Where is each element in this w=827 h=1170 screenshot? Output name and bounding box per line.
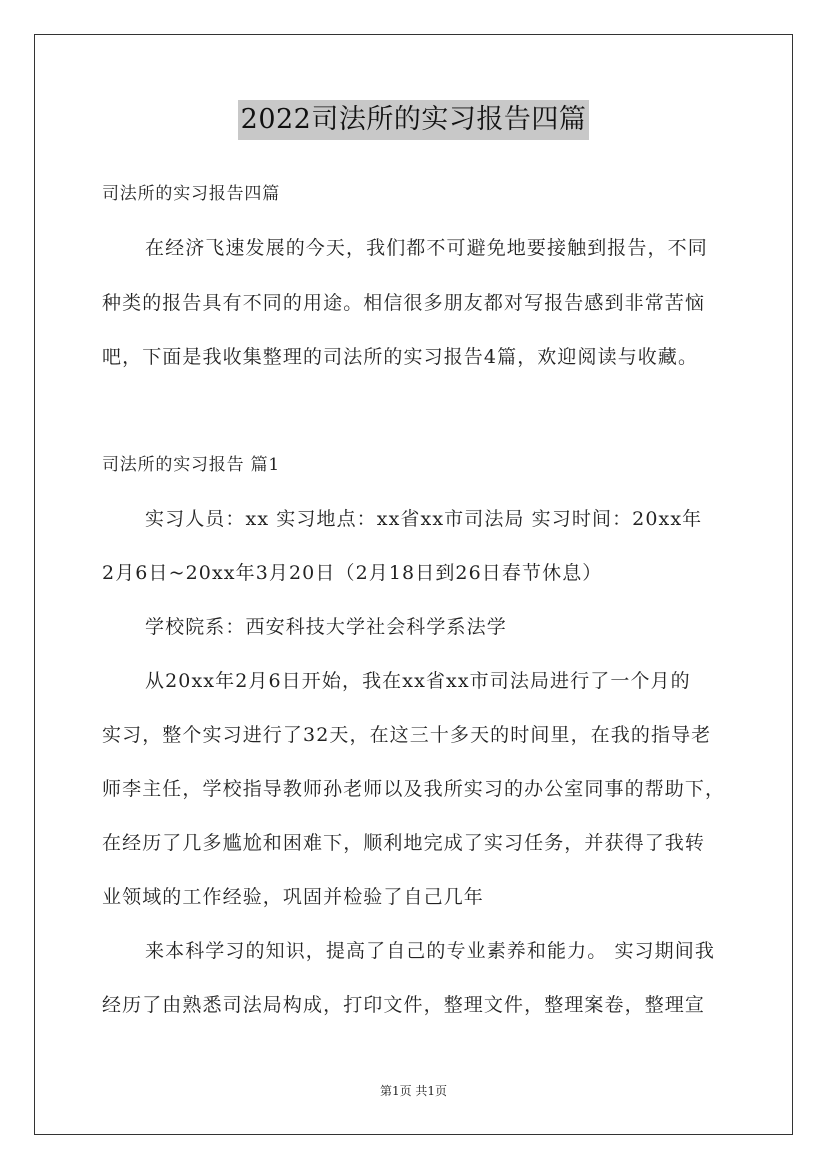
body-line-3: 学校院系：西安科技大学社会科学系法学 [145, 616, 507, 638]
page-footer: 第1页 共1页 [379, 1084, 448, 1098]
body-line-6: 师李主任，学校指导教师孙老师以及我所实习的办公室同事的帮助下， [102, 778, 726, 800]
body-line-2: 2月6日~20xx年3月20日（2月18日到26日春节休息） [102, 562, 603, 584]
body-line-9: 来本科学习的知识，提高了自己的专业素养和能力。 实习期间我 [145, 940, 715, 962]
body-line-7: 在经历了几多尴尬和困难下，顺利地完成了实习任务，并获得了我转 [102, 832, 706, 854]
body-line-10: 经历了由熟悉司法局构成，打印文件，整理文件，整理案卷，整理宣 [102, 994, 706, 1016]
intro-line-3: 吧，下面是我收集整理的司法所的实习报告4篇，欢迎阅读与收藏。 [102, 346, 699, 368]
title-container [0, 100, 827, 140]
document-subtitle: 司法所的实习报告四篇 [102, 184, 280, 204]
section-heading: 司法所的实习报告 篇1 [102, 455, 281, 475]
body-line-4: 从20xx年2月6日开始，我在xx省xx市司法局进行了一个月的 [145, 670, 691, 692]
body-line-1: 实习人员：xx 实习地点：xx省xx市司法局 实习时间：20xx年 [145, 508, 703, 530]
body-line-5: 实习，整个实习进行了32天，在这三十多天的时间里，在我的指导老 [102, 724, 712, 746]
intro-line-2: 种类的报告具有不同的用途。相信很多朋友都对写报告感到非常苦恼 [102, 292, 706, 314]
document-title: 2022司法所的实习报告四篇 [238, 100, 590, 140]
body-line-8: 业领域的工作经验，巩固并检验了自己几年 [102, 886, 484, 908]
intro-line-1: 在经济飞速发展的今天，我们都不可避免地要接触到报告，不同 [145, 237, 708, 259]
